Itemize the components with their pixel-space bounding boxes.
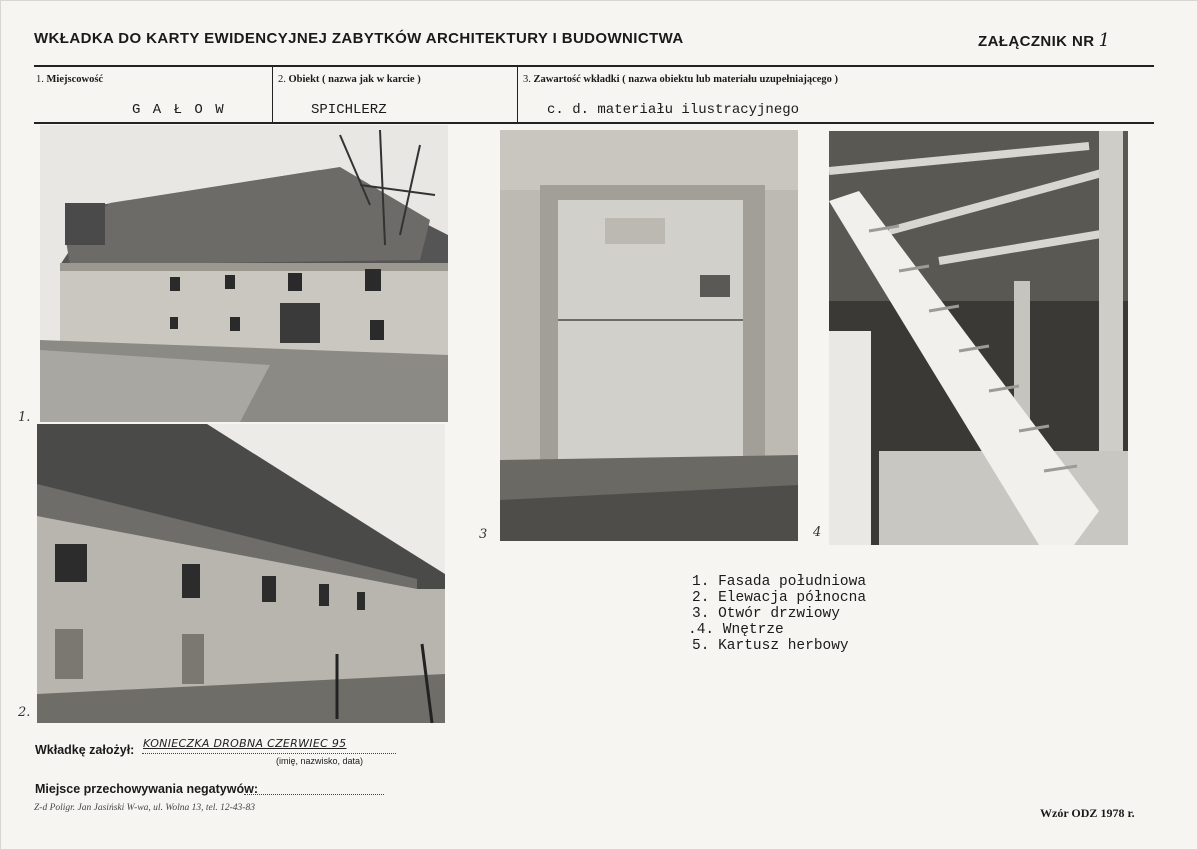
form-id: Wzór ODZ 1978 r. <box>1040 806 1135 820</box>
author-hint: (imię, nazwisko, data) <box>276 756 364 766</box>
field-3-label: 3. Zawartość wkładki ( nazwa obiektu lub materiału uzupełniającego ) <box>523 74 839 85</box>
annex-label-text: ZAŁĄCZNIK NR <box>978 33 1095 50</box>
photo-number-4: 4 <box>813 525 822 540</box>
photo-north-elevation <box>37 424 445 723</box>
field-1-label: 1. Miejscowość <box>36 74 104 85</box>
photo-doorway <box>500 130 798 541</box>
annex-number: 1 <box>1098 30 1111 51</box>
form-title: WKŁADKA DO KARTY EWIDENCYJNEJ ZABYTKÓW ARCHITEKTURY I BUDOWNICTWA <box>34 30 684 47</box>
caption-1: 1. Fasada południowa <box>692 574 867 590</box>
storage-label: Miejsce przechowywania negatywów: <box>35 782 258 796</box>
storage-dotted-line <box>244 794 384 795</box>
divider-2 <box>517 66 518 122</box>
field-2-label: 2. Obiekt ( nazwa jak w karcie ) <box>278 74 421 85</box>
author-label: Wkładkę założył: <box>35 743 135 757</box>
bottom-rule <box>34 122 1154 124</box>
photo-captions <box>688 574 867 654</box>
photo-interior-stairs <box>829 131 1128 545</box>
caption-3: 3. Otwór drzwiowy <box>692 606 840 622</box>
author-signature: KONIECZKA DROBNA CZERWIEC 95 <box>143 737 347 750</box>
author-dotted-line <box>142 753 396 754</box>
caption-4: .4. Wnętrze <box>688 622 784 638</box>
field-3-value: c. d. materiału ilustracyjnego <box>547 102 800 118</box>
photo-number-1: 1. <box>18 410 31 425</box>
photo-south-facade <box>40 125 448 422</box>
caption-5: 5. Kartusz herbowy <box>692 638 849 654</box>
top-rule <box>34 65 1154 67</box>
photo-number-2: 2. <box>18 705 31 720</box>
divider-1 <box>272 66 273 122</box>
printer-imprint: Z-d Poligr. Jan Jasiński W-wa, ul. Wolna 13, tel. 12-43-83 <box>34 803 255 813</box>
annex-label <box>978 30 1110 51</box>
caption-2: 2. Elewacja północna <box>692 590 867 606</box>
field-1-value: G A Ł O W <box>132 102 226 118</box>
photo-number-3: 3 <box>479 527 488 542</box>
field-2-value: SPICHLERZ <box>311 102 387 118</box>
